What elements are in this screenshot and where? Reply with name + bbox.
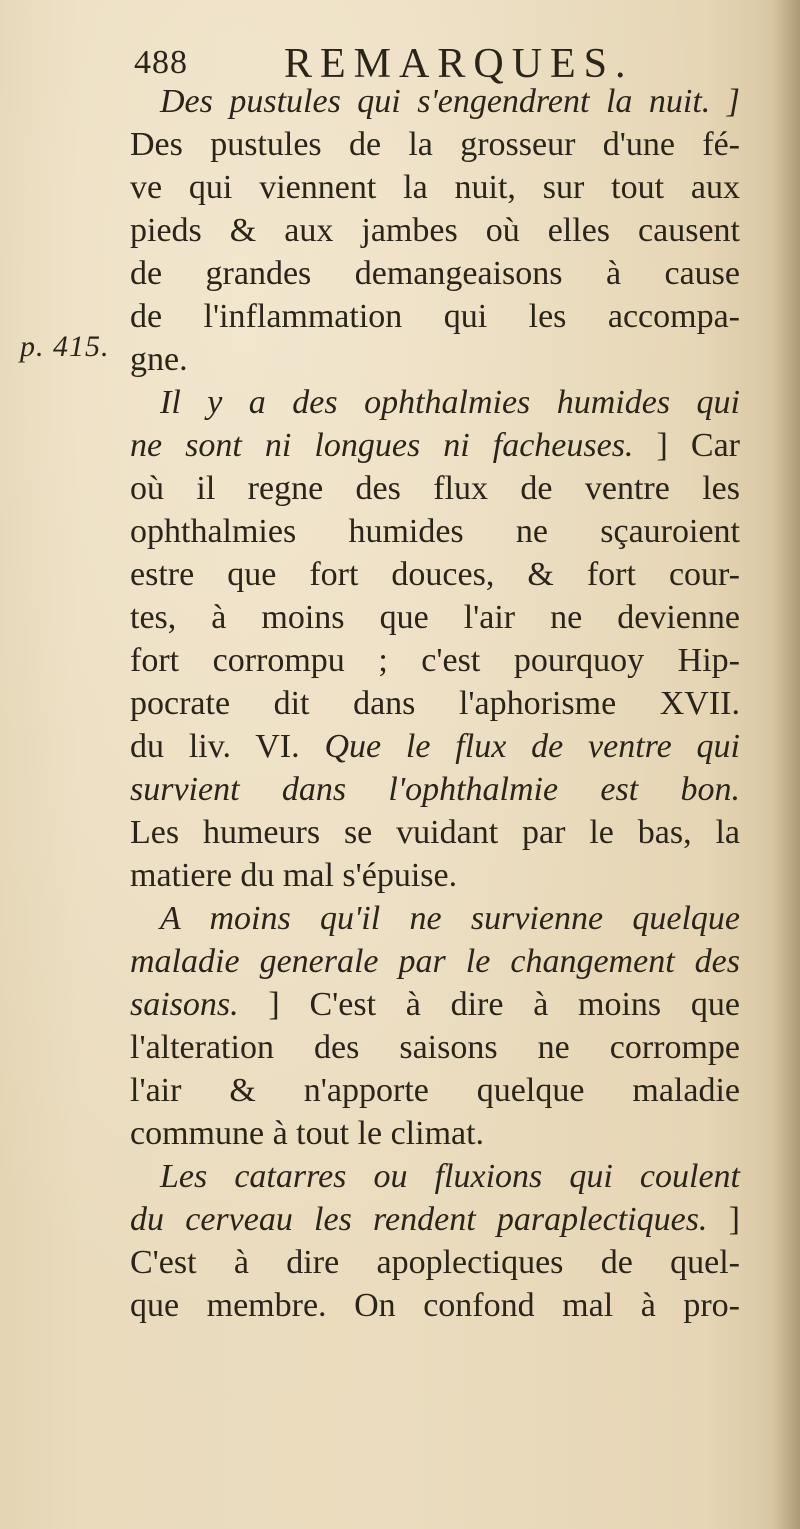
text-line: pocrate dit dans l'aphorisme XVII. — [130, 685, 740, 722]
text-line — [130, 1198, 740, 1241]
text-line — [130, 725, 740, 768]
italic-segment: ne sont ni longues ni facheuses. — [130, 427, 634, 464]
text-line: fort corrompu ; c'est pourquoy Hip- — [130, 642, 740, 679]
italic-segment: du cerveau les rendent paraplectiques. — [130, 1201, 708, 1238]
text-line: A moins qu'il ne survienne quelque — [160, 900, 740, 937]
roman-segment: ] C'est à dire à moins que — [238, 986, 740, 1023]
text-line: maladie generale par le changement des — [130, 943, 740, 980]
text-line: survient dans l'ophthalmie est bon. — [130, 771, 740, 808]
text-line: pieds & aux jambes où elles causent — [130, 212, 740, 249]
text-line: l'alteration des saisons ne corrompe — [130, 1029, 740, 1066]
text-line: l'air & n'apporte quelque maladie — [130, 1072, 740, 1109]
italic-segment: Que le flux de ventre qui — [324, 728, 741, 765]
text-line — [130, 424, 740, 467]
text-line — [130, 983, 740, 1026]
page-number: 488 — [134, 44, 188, 81]
roman-segment: ] — [707, 1201, 740, 1238]
text-line: Les catarres ou fluxions qui coulent — [160, 1158, 740, 1195]
text-line: Il y a des ophthalmies humides qui — [160, 384, 740, 421]
text-line: C'est à dire apoplectiques de quel- — [130, 1244, 740, 1281]
page-edge-shadow — [770, 0, 800, 1529]
text-line: de l'inflammation qui les accompa- — [130, 298, 740, 335]
running-head: REMARQUES. — [284, 41, 634, 87]
text-line: de grandes demangeaisons à cause — [130, 255, 740, 292]
text-line: matiere du mal s'épuise. — [130, 857, 458, 894]
text-line: gne. — [130, 341, 188, 378]
margin-reference: p. 415. — [20, 330, 110, 363]
roman-segment: du liv. VI. — [130, 728, 325, 765]
text-line: commune à tout le climat. — [130, 1115, 485, 1152]
text-line: ve qui viennent la nuit, sur tout aux — [130, 169, 740, 206]
body-text — [130, 80, 740, 1327]
text-line: Les humeurs se vuidant par le bas, la — [130, 814, 740, 851]
text-line: ophthalmies humides ne sçauroient — [130, 513, 740, 550]
text-line: où il regne des flux de ventre les — [130, 470, 740, 507]
text-line: Des pustules qui s'engendrent la nuit. ] — [160, 83, 740, 120]
text-line: tes, à moins que l'air ne devienne — [130, 599, 740, 636]
text-line: estre que fort douces, & fort cour- — [130, 556, 740, 593]
text-line: que membre. On confond mal à pro- — [130, 1287, 740, 1324]
roman-segment: ] Car — [633, 427, 740, 464]
italic-segment: saisons. — [130, 986, 239, 1023]
text-line: Des pustules de la grosseur d'une fé- — [130, 126, 740, 163]
